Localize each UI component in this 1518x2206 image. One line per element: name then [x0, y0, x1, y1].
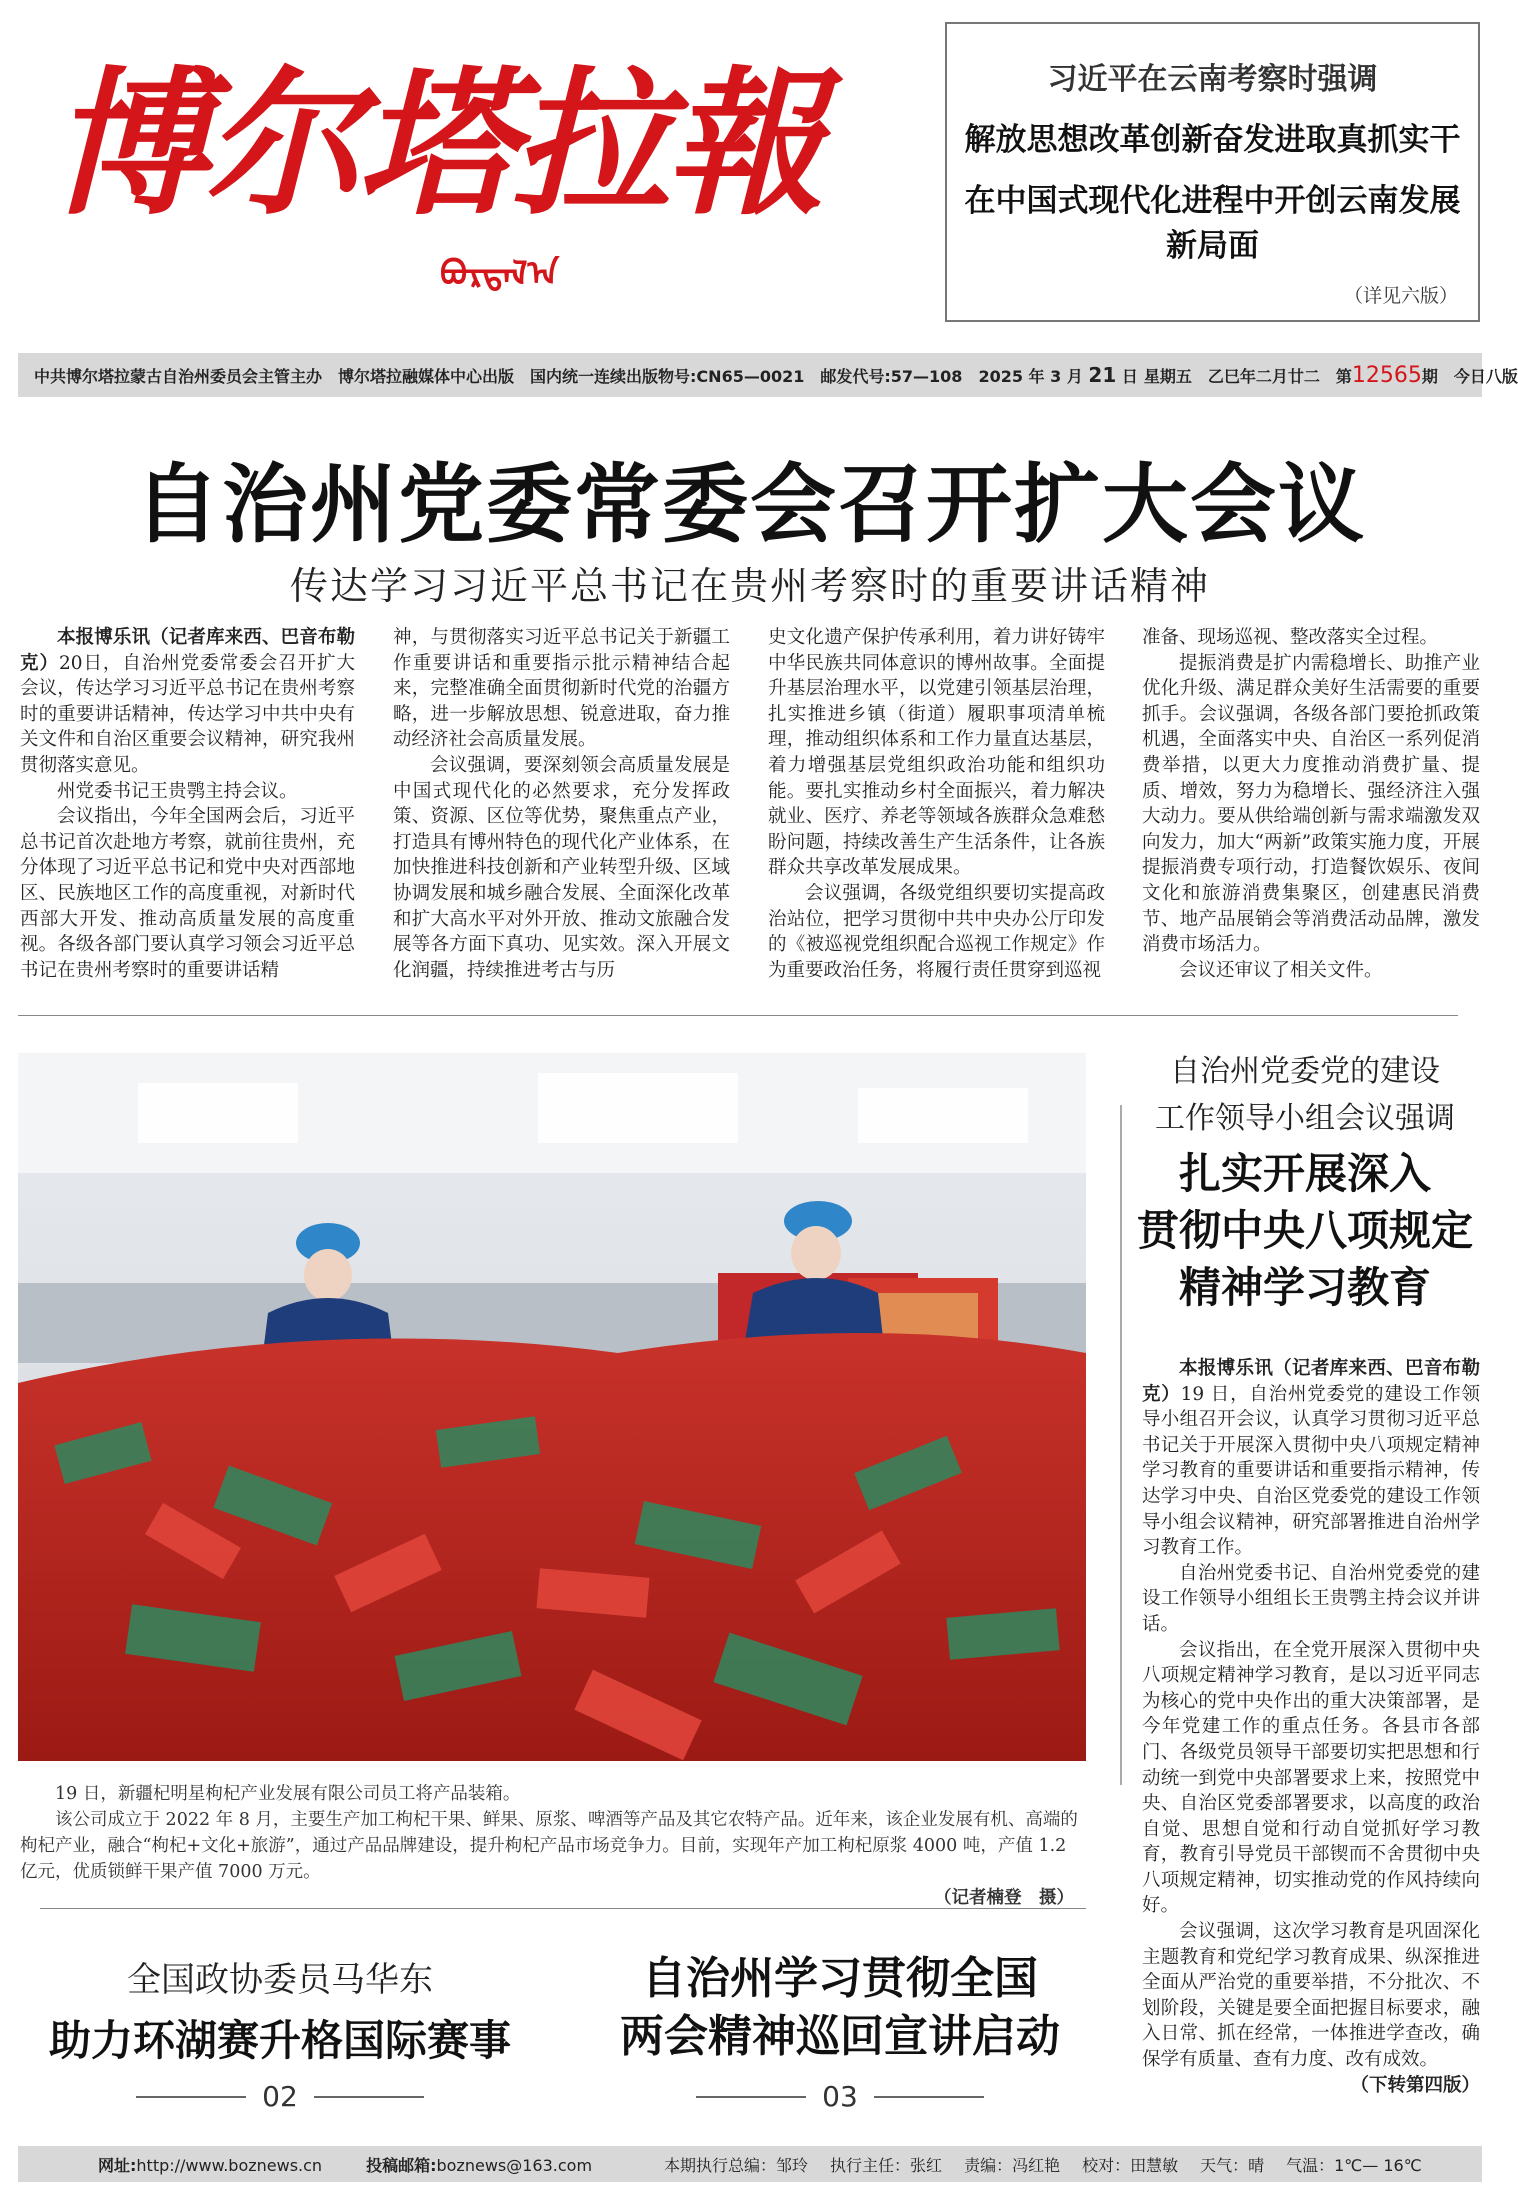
lead-col3-p2: 会议强调，各级党组织要切实提高政治站位，把学习贯彻中共中央办公厅印发的《被巡视党组织配合巡视工作规定》作为重要政治任务，将履行责任贯穿到巡视	[768, 882, 1105, 981]
teaser-2-page	[575, 2080, 1105, 2113]
section-divider	[18, 1015, 1458, 1016]
ear-page-note: （详见六版）	[1343, 285, 1458, 307]
masthead-logo: 博尔塔拉報	[50, 52, 820, 237]
side-vertical-rule	[1120, 1105, 1122, 1785]
mail-address: boznews@163.com	[436, 2155, 593, 2175]
cn-number: 国内统一连续出版物号:CN65—0021	[530, 366, 805, 386]
ear-line-1: 习近平在云南考察时强调	[1047, 62, 1378, 97]
caption-line-1: 19 日，新疆杞明星枸杞产业发展有限公司员工将产品装箱。	[55, 1784, 521, 1804]
date-suffix: 日	[1121, 367, 1138, 386]
weekday: 星期五	[1143, 366, 1192, 386]
photo-caption	[20, 1781, 1086, 1911]
side-title-1: 扎实开展深入	[1178, 1149, 1431, 1198]
lead-col1-p2: 州党委书记王贵鹗主持会议。	[57, 780, 298, 802]
side-p2: 自治州党委书记、自治州党委党的建设工作领导小组组长王贵鹗主持会议并讲话。	[1142, 1562, 1480, 1635]
proofreader: 校对：田慧敏	[1082, 2155, 1179, 2175]
lead-col1-text: 20日，自治州党委常委会召开扩大会议，传达学习习近平总书记在贵州考察时的重要讲话精神，传达学习中共中央有关文件和自治区重要会议精神，研究我州贯彻落实意见。	[20, 652, 355, 776]
publisher-text: 博尔塔拉融媒体中心出版	[338, 366, 515, 386]
lead-col1-p3: 会议指出，今年全国两会后，习近平总书记首次赴地方考察，就前往贵州，充分体现了习近平总书记和党中央对西部地区、民族地区工作的高度重视，对新时代西部大开发、推动高质量发展的高度重视。各级各部门要认真学习领会习近平总书记在贵州考察时的重要讲话精	[20, 806, 355, 981]
temperature: 气温：1℃— 16℃	[1286, 2155, 1422, 2175]
masthead-mongolian-script: ᠪᠣᠷᠲᠠᠯ᠎ᠠ	[440, 254, 560, 294]
lead-column-3	[768, 625, 1105, 980]
side-p3: 会议指出，在全党开展深入贯彻中央八项规定精神学习教育，是以习近平同志为核心的党中央作出的重大决策部署，是今年党建工作的重点任务。各县市各部门、各级党员领导干部要切实把思想和行动统一到党中央部署要求上来，按照党中央、自治区党委部署要求，以高度的政治自觉、思想自觉和行动自觉抓好学习教育，教育引导党员干部锲而不舍贯彻中央八项规定精神，切实推动党的作风持续向好。	[1142, 1639, 1480, 1917]
page-rule-right	[314, 2096, 424, 2098]
bottom-divider	[40, 1908, 1086, 1909]
site-url: http://www.boznews.cn	[136, 2155, 323, 2175]
lead-col4-text: 准备、现场巡视、整改落实全过程。	[1142, 627, 1439, 648]
editor: 责编：冯红艳	[964, 2155, 1061, 2175]
page-rule-left	[696, 2096, 806, 2098]
publish-date	[978, 363, 1137, 387]
site-label: 网址:	[98, 2155, 137, 2175]
ear-line-2: 解放思想改革创新奋发进取真抓实干	[964, 122, 1461, 158]
side-headline[interactable]	[1130, 1145, 1480, 1316]
side-p1: 19 日，自治州党委党的建设工作领导小组召开会议，认真学习贯彻习近平总书记关于开展深入贯彻中央八项规定精神学习教育的重要讲话和重要指示精神，传达学习中央、自治区党委党的建设工作领导小组会议精神，研究部署推进自治州学习教育工作。	[1142, 1383, 1480, 1559]
side-kicker-2: 工作领导小组会议强调	[1155, 1101, 1455, 1136]
teaser-1-page	[20, 2080, 540, 2113]
lead-column-2	[393, 625, 730, 980]
lead-byline: 本报博乐讯（记者库来西、巴音布勒克）	[20, 627, 355, 674]
teaser-2-title-2: 两会精神巡回宣讲启动	[620, 2011, 1060, 2062]
lead-column-1	[20, 625, 355, 980]
news-photo[interactable]	[18, 1053, 1086, 1761]
page-rule-right	[874, 2096, 984, 2098]
teaser-1-kicker: 全国政协委员马华东	[127, 1960, 433, 2000]
teaser-2-title[interactable]	[575, 1950, 1105, 2066]
side-p4: 会议强调，这次学习教育是巩固深化主题教育和党纪学习教育成果、纵深推进全面从严治党的重要举措，不分批次、不划阶段，关键是要全面把握目标要求，融入日常、抓在经常，一体推进学查改，确保学有质量、查有力度、改有成效。	[1142, 1921, 1480, 2071]
teaser-1-page-number: 02	[262, 2080, 298, 2113]
lead-col4-p3: 会议还审议了相关文件。	[1179, 959, 1383, 981]
ear-line-3: 在中国式现代化进程中开创云南发展新局面	[964, 183, 1461, 264]
side-kicker	[1130, 1048, 1480, 1142]
exec-editor: 本期执行总编：邹玲	[664, 2155, 809, 2175]
lead-headline[interactable]: 自治州党委常委会召开扩大会议	[134, 455, 1366, 555]
lead-col3-text: 史文化遗产保护传承利用，着力讲好铸牢中华民族共同体意识的博州故事。全面提升基层治理水平，以党建引领基层治理，扎实推进乡镇（街道）履职事项清单梳理，推动组织体系和工作力量直达基层，着力增强基层党组织政治功能和组织功能。要扎实推动乡村全面振兴，着力解决就业、医疗、养老等领域各族群众急难愁盼问题，持续改善生产生活条件，让各族群众共享改革发展成果。	[768, 627, 1105, 879]
teaser-2-title-1: 自治州学习贯彻全国	[642, 1953, 1038, 2004]
lead-col2-p2: 会议强调，要深刻领会高质量发展是中国式现代化的必然要求，充分发挥政策、资源、区位等优势，聚焦重点产业，打造具有博州特色的现代化产业体系，在加快推进科技创新和产业转型升级、区域协调发展和城乡融合发展、全面深化改革和扩大高水平对外开放、推动文旅融合发展等各方面下真功、见实效。深入开展文化润疆，持续推进考古与历	[393, 754, 730, 981]
issue-suffix: 期	[1421, 366, 1438, 386]
side-kicker-1: 自治州党委党的建设	[1170, 1054, 1440, 1089]
date-day: 21	[1088, 363, 1117, 387]
side-title-2: 贯彻中央八项规定	[1136, 1206, 1473, 1255]
lead-column-4	[1142, 625, 1480, 980]
date-prefix: 2025 年 3 月	[978, 367, 1083, 386]
continued-note[interactable]: （下转第四版）	[1350, 2074, 1480, 2096]
issue-no: 12565	[1351, 362, 1422, 388]
page-count: 今日八版	[1453, 366, 1518, 386]
issue-number	[1336, 363, 1438, 388]
teaser-1-title[interactable]: 助力环湖赛升格国际赛事	[48, 2016, 511, 2065]
mail-label: 投稿邮箱:	[366, 2155, 437, 2175]
side-story-body	[1142, 1356, 1480, 2171]
teaser-2-page-number: 03	[822, 2080, 858, 2113]
sponsor-text: 中共博尔塔拉蒙古自治州委员会主管主办	[34, 366, 323, 386]
lunar-date: 乙巳年二月廿二	[1207, 366, 1320, 386]
photo-credit: （记者楠登 摄）	[934, 1888, 1074, 1908]
postal-code: 邮发代号:57—108	[820, 366, 963, 386]
lead-col2-text: 神，与贯彻落实习近平总书记关于新疆工作重要讲话和重要指示批示精神结合起来，完整准确全面贯彻新时代党的治疆方略，进一步解放思想、锐意进取，奋力推动经济社会高质量发展。	[393, 627, 730, 751]
ear-box[interactable]	[945, 22, 1480, 322]
exec-director: 执行主任：张红	[830, 2155, 943, 2175]
caption-body: 该公司成立于 2022 年 8 月，主要生产加工枸杞干果、鲜果、原浆、啤酒等产品及其它农特产品。近年来，该企业发展有机、高端的枸杞产业，融合“枸杞+文化+旅游”，通过产品品牌建设，提升枸杞产品市场竞争力。目前，实现年产加工枸杞原浆 4000 吨，产值 1.2 亿元，优质锁鲜干果产值 7000 万元。	[20, 1810, 1078, 1882]
info-bar	[18, 353, 1518, 397]
website[interactable]	[98, 2153, 344, 2176]
email[interactable]	[366, 2153, 614, 2176]
weather: 天气：晴	[1200, 2155, 1265, 2175]
lead-col4-p2: 提振消费是扩内需稳增长、助推产业优化升级、满足群众美好生活需要的重要抓手。会议强调，各级各部门要抢抓政策机遇，全面落实中央、自治区一系列促消费举措，以更大力度推动消费扩量、提质、增效，努力为稳增长、强经济注入强大动力。要从供给端创新与需求端激发双向发力，加大“两新”政策实施力度，开展提振消费专项行动，打造餐饮娱乐、夜间文化和旅游消费集聚区，创建惠民消费节、地产品展销会等消费活动品牌，激发消费市场活力。	[1142, 652, 1480, 956]
issue-prefix: 第	[1335, 366, 1352, 386]
side-byline: 本报博乐讯（记者库来西、巴音布勒克）	[1142, 1358, 1480, 1405]
goji-packing-photo	[18, 1053, 1086, 1761]
footer-bar	[18, 2146, 1482, 2182]
side-title-3: 精神学习教育	[1178, 1263, 1431, 1312]
lead-subhead: 传达学习习近平总书记在贵州考察时的重要讲话精神	[289, 564, 1210, 608]
page-rule-left	[136, 2096, 246, 2098]
